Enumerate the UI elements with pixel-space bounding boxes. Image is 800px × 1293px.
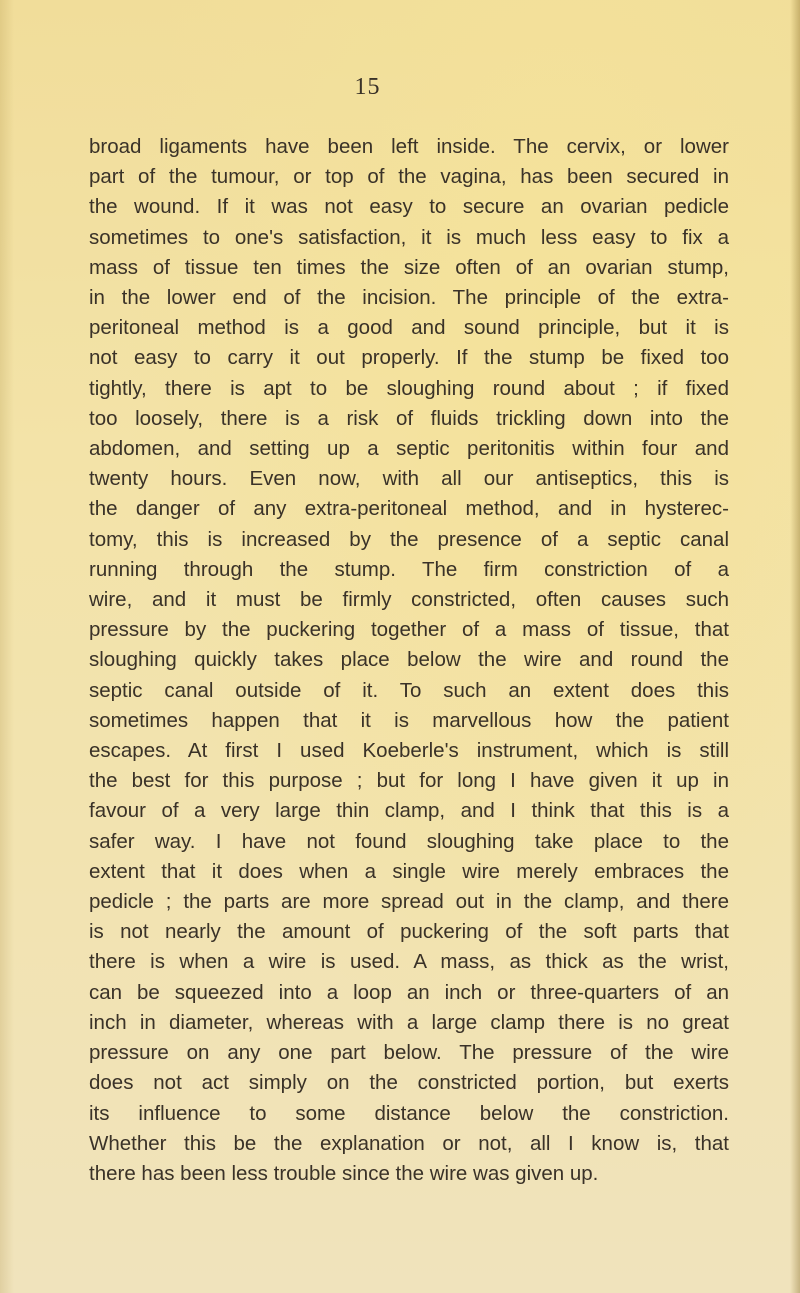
text-line: tomy, this is increased by the presence of a septic canal [89,527,729,551]
text-line: there is when a wire is used. A mass, as thick as the wrist, [89,950,729,974]
text-line: the danger of any extra-peritoneal method, and in hysterec- [89,497,729,521]
text-line: septic canal outside of it. To such an extent does this [89,678,729,702]
text-line: escapes. At first I used Koeberle's instrument, which is still [89,739,729,763]
text-line: extent that it does when a single wire merely embraces the [89,859,729,883]
text-line: its influence to some distance below the constriction. [89,1101,729,1125]
text-line: sometimes happen that it is marvellous how the patient [89,708,729,732]
text-line: inch in diameter, whereas with a large clamp there is no great [89,1010,729,1034]
text-line: not easy to carry it out properly. If the stump be fixed too [89,346,729,370]
text-line: wire, and it must be firmly constricted, often causes such [89,588,729,612]
text-line: favour of a very large thin clamp, and I think that this is a [89,799,729,823]
text-line: the wound. If it was not easy to secure an ovarian pedicle [89,195,729,219]
text-line: peritoneal method is a good and sound principle, but it is [89,316,729,340]
text-line: sloughing quickly takes place below the wire and round the [89,648,729,672]
text-line: in the lower end of the incision. The principle of the extra- [89,286,729,310]
text-line: safer way. I have not found sloughing take place to the [89,829,729,853]
text-line: pressure by the puckering together of a mass of tissue, that [89,618,729,642]
page-number: 15 [354,74,381,100]
text-line: broad ligaments have been left inside. The cervix, or lower [89,135,729,158]
text-line: mass of tissue ten times the size often of an ovarian stump, [89,255,729,279]
text-line: pressure on any one part below. The pressure of the wire [89,1041,729,1065]
text-line: twenty hours. Even now, with all our antiseptics, this is [89,467,729,491]
text-line: there has been less trouble since the wire was given up. [89,1161,599,1185]
text-line: Whether this be the explanation or not, all I know is, that [89,1131,729,1155]
text-line: is not nearly the amount of puckering of the soft parts that [89,920,729,944]
body-paragraph [89,132,729,1189]
text-line: does not act simply on the constricted portion, but exerts [89,1071,729,1095]
text-line: part of the tumour, or top of the vagina, has been secured in [89,165,729,189]
text-line: can be squeezed into a loop an inch or three-quarters of an [89,980,729,1004]
text-line: the best for this purpose ; but for long I have given it up in [89,769,729,793]
text-line: tightly, there is apt to be sloughing round about ; if fixed [89,376,729,400]
text-line: pedicle ; the parts are more spread out in the clamp, and there [89,890,729,914]
text-line: sometimes to one's satisfaction, it is much less easy to fix a [89,225,729,249]
text-line: abdomen, and setting up a septic peritonitis within four and [89,437,729,461]
text-line: running through the stump. The firm constriction of a [89,557,729,581]
text-line: too loosely, there is a risk of fluids trickling down into the [89,406,729,430]
